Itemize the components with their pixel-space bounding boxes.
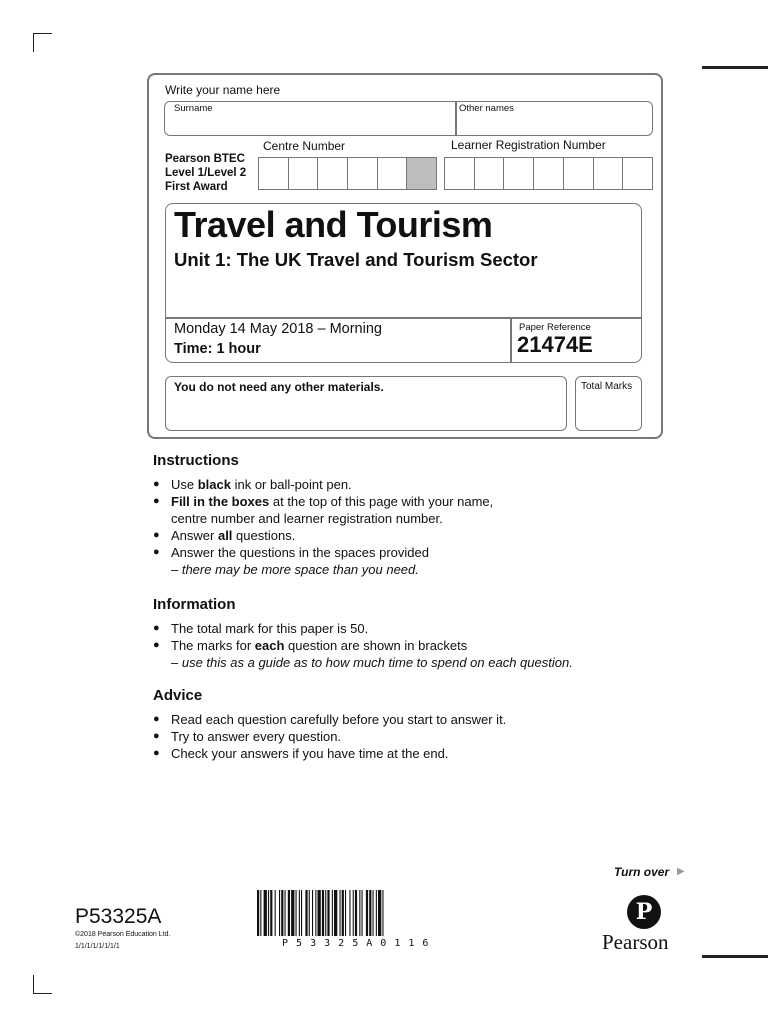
exam-date: Monday 14 May 2018 – Morning [174,321,382,337]
pearson-logo-icon: P [627,895,661,929]
crop-mark-top-left [33,33,52,52]
barcode-bar [332,890,333,936]
paper-reference: 21474E [517,332,593,357]
barcode-bar [345,890,346,936]
barcode-bar [309,890,310,936]
barcode-bar [342,890,344,936]
title-separator [166,317,641,319]
barcode-bar [260,890,261,936]
instructions-section [153,452,633,578]
barcode-bar [301,890,302,936]
exam-title: Travel and Tourism [174,204,493,245]
barcode-bar [349,890,350,936]
print-code: 1/1/1/1/1/1/1/1 [75,943,120,950]
list-item: ● Answer all questions. [153,527,633,544]
information-heading: Information [153,596,236,613]
centre-number-cell[interactable] [259,158,289,189]
centre-number-cell[interactable] [289,158,319,189]
name-divider [455,102,457,135]
learner-reg-grid[interactable] [444,157,653,190]
barcode-bar [281,890,283,936]
barcode-bar [288,890,290,936]
paper-reference-label: Paper Reference [519,322,591,333]
advice-heading: Advice [153,687,203,704]
list-item: ● Try to answer every question. [153,728,633,745]
centre-number-grid[interactable] [258,157,437,190]
barcode-bar [376,890,377,936]
centre-number-cell[interactable] [378,158,408,189]
list-item: ● Read each question carefully before you start to answer it. [153,711,633,728]
barcode-bar [373,890,374,936]
exam-time: Time: 1 hour [174,341,261,357]
barcode-bar [359,890,360,936]
barcode-bar [334,890,337,936]
list-item: ● Answer the questions in the spaces provided [153,544,633,561]
pearson-wordmark: Pearson [602,930,669,954]
qualification-line: First Award [165,181,228,193]
barcode-bar [315,890,316,936]
barcode-bar [305,890,307,936]
learner-reg-cell[interactable] [475,158,505,189]
barcode-bar [264,890,267,936]
centre-number-label: Centre Number [263,139,346,153]
list-item: ● The marks for each question are shown in brackets [153,637,633,654]
barcode-bar [275,890,276,936]
advice-list [153,711,633,762]
learner-reg-cell[interactable] [534,158,564,189]
learner-reg-cell[interactable] [504,158,534,189]
list-item: ● The total mark for this paper is 50. [153,620,633,637]
materials-box [165,376,567,431]
list-item-continuation: – use this as a guide as to how much time to spend on each question. [171,655,573,670]
list-item-continuation: – there may be more space than you need. [171,562,419,577]
total-marks-label: Total Marks [581,381,633,392]
barcode-bar [355,890,357,936]
edge-bar-bottom [702,955,768,958]
barcode-bar [318,890,321,936]
learner-reg-label: Learner Registration Number [451,138,606,152]
qualification-line: Pearson BTEC [165,153,245,165]
unit-title: Unit 1: The UK Travel and Tourism Sector [174,249,538,270]
learner-reg-cell[interactable] [564,158,594,189]
barcode-bar [257,890,259,936]
other-names-field[interactable] [458,114,650,134]
surname-label: Surname [174,103,213,114]
barcode [255,890,495,938]
learner-reg-cell[interactable] [623,158,652,189]
barcode-bar [322,890,324,936]
instructions-heading: Instructions [153,452,239,469]
barcode-bar [327,890,329,936]
surname-field[interactable] [165,114,453,134]
barcode-bar [362,890,363,936]
barcode-bar [312,890,313,936]
write-name-label: Write your name here [165,83,281,97]
turn-over-label: Turn over [614,865,670,879]
edge-bar-top [702,66,768,69]
name-box [164,101,653,136]
barcode-bar [369,890,371,936]
learner-reg-cell[interactable] [445,158,475,189]
qualification [165,152,246,194]
barcode-bar [296,890,297,936]
barcode-bar [340,890,341,936]
barcode-bar [299,890,300,936]
reference-separator [510,317,512,362]
barcode-bar [268,890,269,936]
barcode-bar [270,890,272,936]
centre-number-cell[interactable] [318,158,348,189]
title-box [165,203,642,363]
barcode-bar [285,890,286,936]
list-item: ● Fill in the boxes at the top of this page with your name, [153,493,633,510]
barcode-bar [325,890,326,936]
other-names-label: Other names [459,103,514,114]
list-item: ● Use black ink or ball-point pen. [153,476,633,493]
centre-number-cell[interactable] [348,158,378,189]
instructions-list [153,476,633,578]
list-item-continuation: centre number and learner registration number. [171,511,443,526]
centre-number-cell-shaded [407,158,436,189]
advice-section [153,687,633,762]
qualification-line: Level 1/Level 2 [165,167,247,179]
information-section [153,596,633,671]
barcode-bar [378,890,381,936]
barcode-bar [291,890,294,936]
learner-reg-cell[interactable] [594,158,624,189]
barcode-bar [279,890,280,936]
barcode-bar [366,890,368,936]
barcode-digits: P 5 3 3 2 5 A 0 1 1 6 [282,938,430,949]
turn-over-arrow-icon: ▶ [677,866,685,877]
materials-note: You do not need any other materials. [174,380,384,394]
total-marks-box [575,376,642,431]
copyright-notice: ©2018 Pearson Education Ltd. [75,931,171,938]
crop-mark-bottom-left [33,975,52,994]
information-list [153,620,633,671]
barcode-bar [353,890,354,936]
list-item: ● Check your answers if you have time at the end. [153,745,633,762]
barcode-bar [382,890,383,936]
paper-code: P53325A [75,905,162,928]
